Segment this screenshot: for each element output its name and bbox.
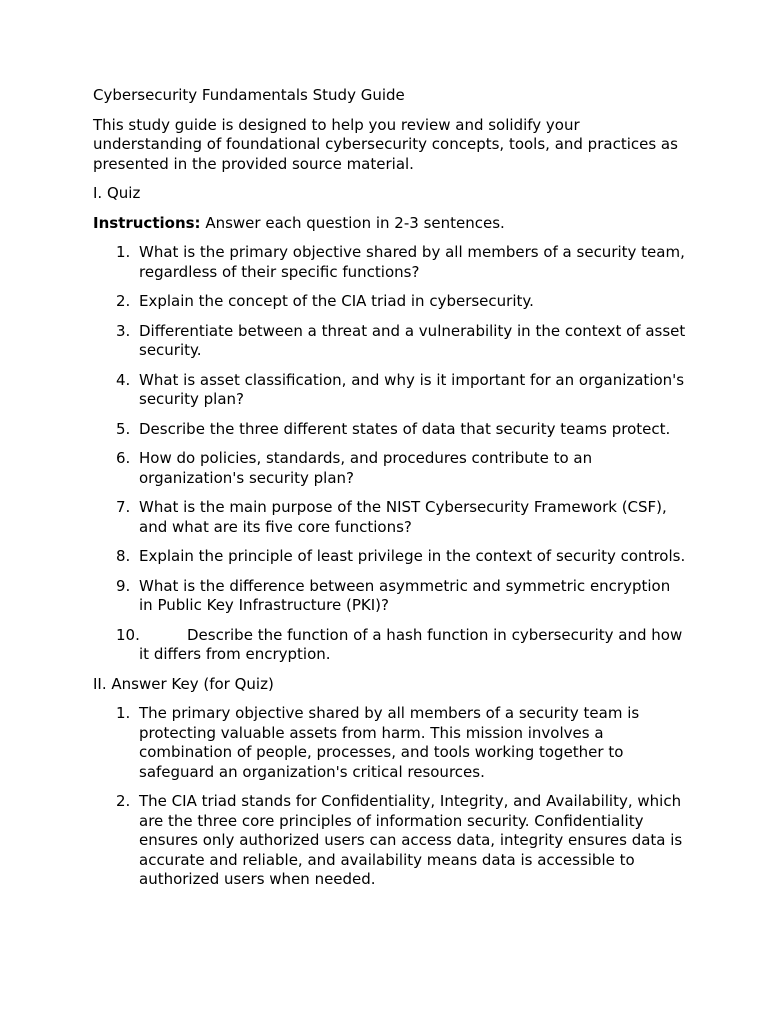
quiz-question [93,449,688,488]
quiz-question [93,547,688,567]
answer-text: The primary objective shared by all members of a security team is protecting valuable assets from harm. This mission involves a combination of people, processes, and tools working together to safeguard an organization's critical resources. [139,704,640,781]
document-title: Cybersecurity Fundamentals Study Guide [93,86,405,104]
quiz-heading: I. Quiz [93,184,141,202]
question-text: Explain the concept of the CIA triad in cybersecurity. [139,292,534,310]
question-text: What is asset classification, and why is it important for an organization's security plan? [139,370,685,408]
question-text: Describe the three different states of data that security teams protect. [139,419,671,438]
answer-key-heading: II. Answer Key (for Quiz) [93,674,274,693]
answer-number: 1. [116,704,131,722]
question-number: 9. [116,576,131,595]
quiz-question [93,371,688,410]
question-text: What is the main purpose of the NIST Cybersecurity Framework (CSF), and what are its five core functions? [139,498,667,536]
quiz-question [93,626,688,665]
quiz-instructions [93,214,688,234]
question-number: 10. [116,625,140,644]
question-text: Describe the function of a hash function in cybersecurity and how it differs from encryption. [139,625,683,663]
question-text: Differentiate between a threat and a vulnerability in the context of asset security. [139,321,686,359]
question-number: 5. [116,419,131,438]
question-number: 2. [116,292,131,310]
question-number: 3. [116,321,131,340]
answer-list [93,704,688,890]
question-text: What is the primary objective shared by all members of a security team, regardless of their specific functions? [139,243,685,281]
instructions-label: Instructions: [93,213,201,232]
quiz-question [93,577,688,616]
question-number: 6. [116,449,131,467]
instructions-text: Answer each question in 2-3 sentences. [200,213,505,232]
answer-item [93,704,688,782]
quiz-question [93,292,688,312]
quiz-question [93,420,688,440]
quiz-question [93,322,688,361]
question-text: How do policies, standards, and procedures contribute to an organization's security plan? [139,449,593,487]
quiz-question [93,243,688,282]
question-number: 8. [116,547,131,565]
intro-paragraph: This study guide is designed to help you review and solidify your understanding of foundational cybersecurity concepts, tools, and practices as presented in the provided source material. [93,115,678,173]
answer-text: The CIA triad stands for Confidentiality, Integrity, and Availability, which are the three core principles of information security. Confidentiality ensures only authorized users can access data, integrity ensures data is accurate and reliable, and availability means data is accessible to authorized users when needed. [139,792,683,888]
answer-number: 2. [116,792,131,810]
question-text: Explain the principle of least privilege in the context of security controls. [139,547,686,565]
question-text: What is the difference between asymmetric and symmetric encryption in Public Key Infrastructure (PKI)? [139,576,671,614]
question-number: 1. [116,243,131,261]
question-number: 7. [116,498,131,516]
answer-item [93,792,688,890]
quiz-question-list [93,243,688,665]
quiz-question [93,498,688,537]
question-number: 4. [116,370,131,389]
